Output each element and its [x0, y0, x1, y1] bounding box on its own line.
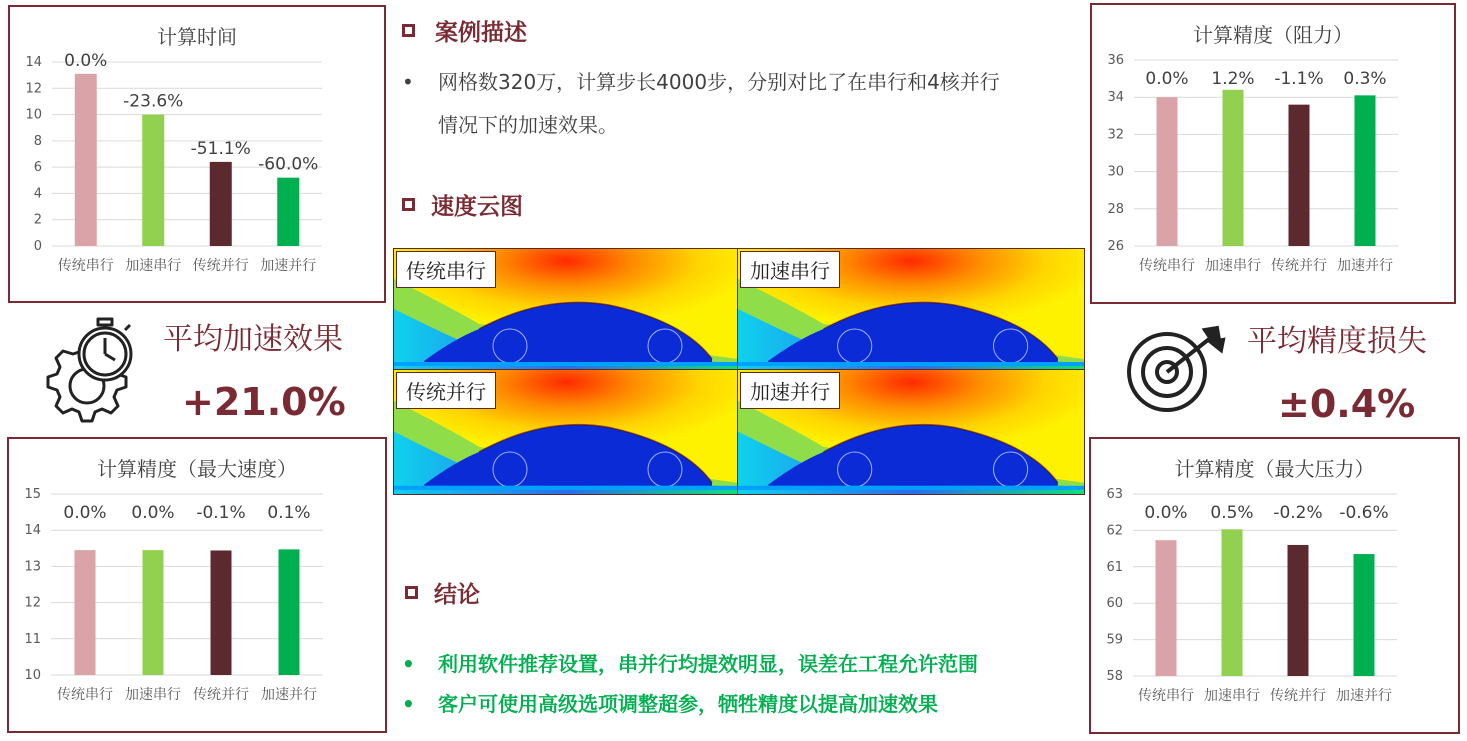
- data-label: 0.0%: [63, 503, 107, 523]
- x-category-label: 加速并行: [1336, 688, 1392, 704]
- conclusion-heading: [405, 576, 480, 609]
- chart-svg: [9, 439, 385, 731]
- y-tick-label: 58: [1106, 669, 1123, 684]
- contour-panel-accelerated-serial: [737, 248, 1085, 371]
- bar: [1157, 97, 1178, 246]
- case-text-line1: 网格数320万，计算步长4000步，分别对比了在串行和4核并行: [438, 70, 1000, 94]
- case-heading: [402, 14, 527, 47]
- x-category-label: 传统串行: [1139, 258, 1195, 274]
- data-label: 0.0%: [131, 503, 175, 523]
- data-label: -1.1%: [1274, 69, 1324, 89]
- x-category-label: 加速串行: [1205, 258, 1261, 274]
- panel-label: 传统串行: [396, 251, 496, 288]
- data-label: 0.5%: [1210, 503, 1254, 523]
- y-tick-label: 0: [33, 239, 42, 254]
- y-tick-label: 59: [1106, 632, 1123, 648]
- avg-accuracy-loss-value: ±0.4%: [1278, 382, 1416, 426]
- conclusion-heading-text: 结论: [434, 582, 480, 608]
- target-arrow-icon: [1123, 322, 1228, 414]
- bar: [210, 162, 232, 246]
- chart-drag-accuracy: [1090, 3, 1456, 304]
- bar: [1288, 545, 1309, 676]
- x-category-label: 传统并行: [192, 258, 249, 274]
- x-category-label: 加速并行: [260, 258, 317, 274]
- contour-heading-text: 速度云图: [431, 194, 523, 220]
- chart-title: 计算时间: [157, 25, 237, 49]
- x-category-label: 加速串行: [125, 687, 181, 703]
- data-label: -51.1%: [190, 138, 251, 159]
- bar: [277, 178, 299, 246]
- case-description: [402, 65, 1082, 135]
- data-label: -0.2%: [1273, 503, 1323, 523]
- avg-accuracy-loss-label: 平均精度损失: [1247, 324, 1427, 359]
- data-label: -0.6%: [1339, 503, 1389, 523]
- data-label: 0.0%: [1144, 503, 1188, 523]
- x-category-label: 传统串行: [57, 258, 114, 274]
- ground-boundary: [394, 486, 738, 490]
- y-tick-label: 62: [1106, 523, 1123, 539]
- y-tick-label: 10: [25, 107, 42, 123]
- contour-heading: [402, 188, 523, 221]
- y-tick-label: 11: [24, 631, 41, 647]
- ground-boundary: [738, 362, 1084, 366]
- data-label: 0.3%: [1343, 69, 1387, 89]
- bar: [1156, 540, 1177, 676]
- square-bullet-icon: [405, 586, 418, 599]
- y-tick-label: 26: [1107, 239, 1124, 254]
- data-label: 0.0%: [64, 50, 108, 71]
- y-tick-label: 13: [24, 559, 41, 575]
- y-tick-label: 10: [24, 668, 41, 683]
- gear-stopwatch-icon: [35, 316, 140, 424]
- chart-title: 计算精度（最大速度）: [97, 457, 297, 481]
- chart-pressure-accuracy: [1089, 437, 1460, 734]
- y-tick-label: 32: [1107, 127, 1124, 143]
- contour-panel-traditional-serial: [393, 248, 739, 371]
- data-label: 0.1%: [267, 503, 311, 523]
- conclusion-text: 利用软件推荐设置，串并行均提效明显，误差在工程允许范围: [438, 652, 978, 676]
- x-category-label: 加速并行: [1337, 258, 1393, 274]
- data-label: 0.0%: [1145, 69, 1189, 89]
- chart-velocity-accuracy: [7, 437, 387, 733]
- y-tick-label: 15: [24, 487, 41, 502]
- conclusion-item: [402, 647, 1082, 681]
- y-tick-label: 2: [33, 212, 42, 228]
- avg-speedup-label: 平均加速效果: [163, 322, 343, 357]
- x-category-label: 传统并行: [1271, 258, 1327, 274]
- chart-title: 计算精度（阻力）: [1193, 23, 1353, 47]
- case-text-line2: 情况下的加速效果。: [438, 113, 618, 137]
- conclusion-item: [402, 687, 1082, 721]
- bar: [1289, 105, 1310, 246]
- bar: [75, 74, 97, 246]
- data-label: 1.2%: [1211, 69, 1255, 89]
- data-label: -23.6%: [123, 91, 184, 112]
- case-heading-text: 案例描述: [435, 20, 527, 46]
- bar: [1223, 90, 1244, 246]
- bullet-dot: •: [402, 652, 415, 676]
- data-label: -60.0%: [258, 154, 319, 175]
- y-tick-label: 14: [24, 523, 41, 539]
- x-category-label: 传统并行: [193, 687, 249, 703]
- bar: [1354, 554, 1375, 676]
- chart-title: 计算精度（最大压力）: [1174, 457, 1375, 481]
- y-tick-label: 4: [33, 186, 42, 202]
- y-tick-label: 60: [1106, 596, 1123, 612]
- panel-label: 加速串行: [740, 251, 840, 288]
- bar: [142, 115, 164, 246]
- y-tick-label: 63: [1106, 487, 1123, 502]
- bar: [279, 549, 300, 675]
- chart-svg: [1091, 439, 1458, 732]
- y-tick-label: 36: [1107, 53, 1124, 68]
- bar: [211, 550, 232, 675]
- y-tick-label: 61: [1106, 559, 1123, 575]
- contour-panel-traditional-parallel: [393, 369, 739, 495]
- y-tick-label: 34: [1107, 90, 1124, 106]
- avg-speedup-value: +21.0%: [182, 380, 346, 424]
- y-tick-label: 28: [1107, 201, 1124, 217]
- contour-panel-accelerated-parallel: [737, 369, 1085, 495]
- bar: [1355, 95, 1376, 246]
- bar: [143, 550, 164, 675]
- x-category-label: 加速并行: [261, 687, 317, 703]
- data-label: -0.1%: [196, 503, 246, 523]
- square-bullet-icon: [402, 24, 415, 37]
- y-tick-label: 30: [1107, 164, 1124, 180]
- square-bullet-icon: [402, 198, 415, 211]
- bullet-dot: •: [402, 692, 415, 716]
- bullet-dot: •: [402, 70, 414, 94]
- x-category-label: 加速串行: [125, 258, 182, 274]
- chart-svg: [1092, 5, 1454, 302]
- x-category-label: 传统串行: [57, 687, 113, 703]
- y-tick-label: 8: [33, 133, 42, 149]
- bar: [75, 550, 96, 675]
- x-category-label: 传统并行: [1270, 688, 1326, 704]
- y-tick-label: 12: [24, 595, 41, 611]
- y-tick-label: 6: [33, 160, 42, 176]
- chart-svg: [10, 7, 384, 301]
- panel-label: 传统并行: [396, 372, 496, 409]
- x-category-label: 传统串行: [1138, 688, 1194, 704]
- bar: [1222, 529, 1243, 676]
- chart-compute-time: [8, 5, 386, 303]
- ground-boundary: [738, 486, 1084, 490]
- conclusion-text: 客户可使用高级选项调整超参，牺牲精度以提高加速效果: [438, 692, 938, 716]
- x-category-label: 加速串行: [1204, 688, 1260, 704]
- ground-boundary: [394, 362, 738, 366]
- y-tick-label: 12: [25, 81, 42, 97]
- y-tick-label: 14: [25, 55, 42, 70]
- panel-label: 加速并行: [740, 372, 840, 409]
